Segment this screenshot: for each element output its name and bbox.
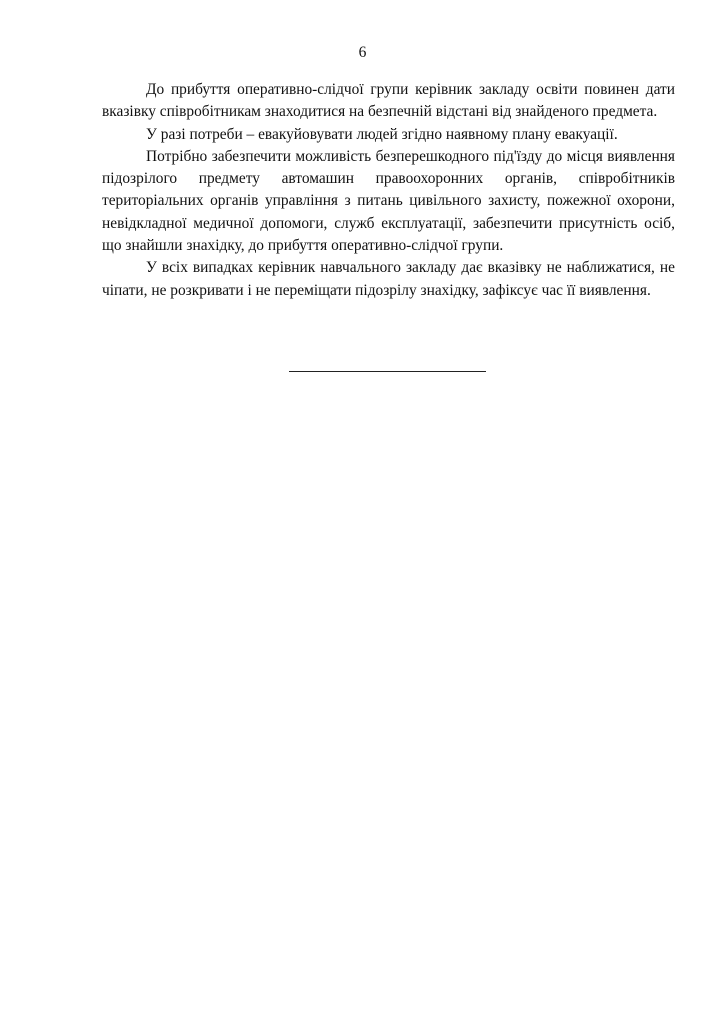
page-number: 6 xyxy=(358,44,367,61)
document-body xyxy=(102,79,675,302)
paragraph-4: У всіх випадках керівник навчального закладу дає вказівку не наближатися, не чіпати, не розкривати і не переміщати підозрілу знахідку, зафіксує час її виявлення. xyxy=(102,259,675,299)
paragraph-2: У разі потреби – евакуйовувати людей згідно наявному плану евакуації. xyxy=(146,125,618,143)
paragraph-1: До прибуття оперативно-слідчої групи керівник закладу освіти повинен дати вказівку співробітникам знаходитися на безпечній відстані від знайденого предмета. xyxy=(102,81,675,121)
end-separator-line xyxy=(289,371,486,372)
paragraph-3: Потрібно забезпечити можливість безперешкодного під'їзду до місця виявлення підозрілого предмету автомашин правоохоронних органів, співробітників територіальних органів управління з питань цивільного захисту, пожежної охорони, невідкладної медичної допомоги, служб експлуатації, забезпечити присутність осіб, що знайшли знахідку, до прибуття оперативно-слідчої групи. xyxy=(102,147,675,255)
